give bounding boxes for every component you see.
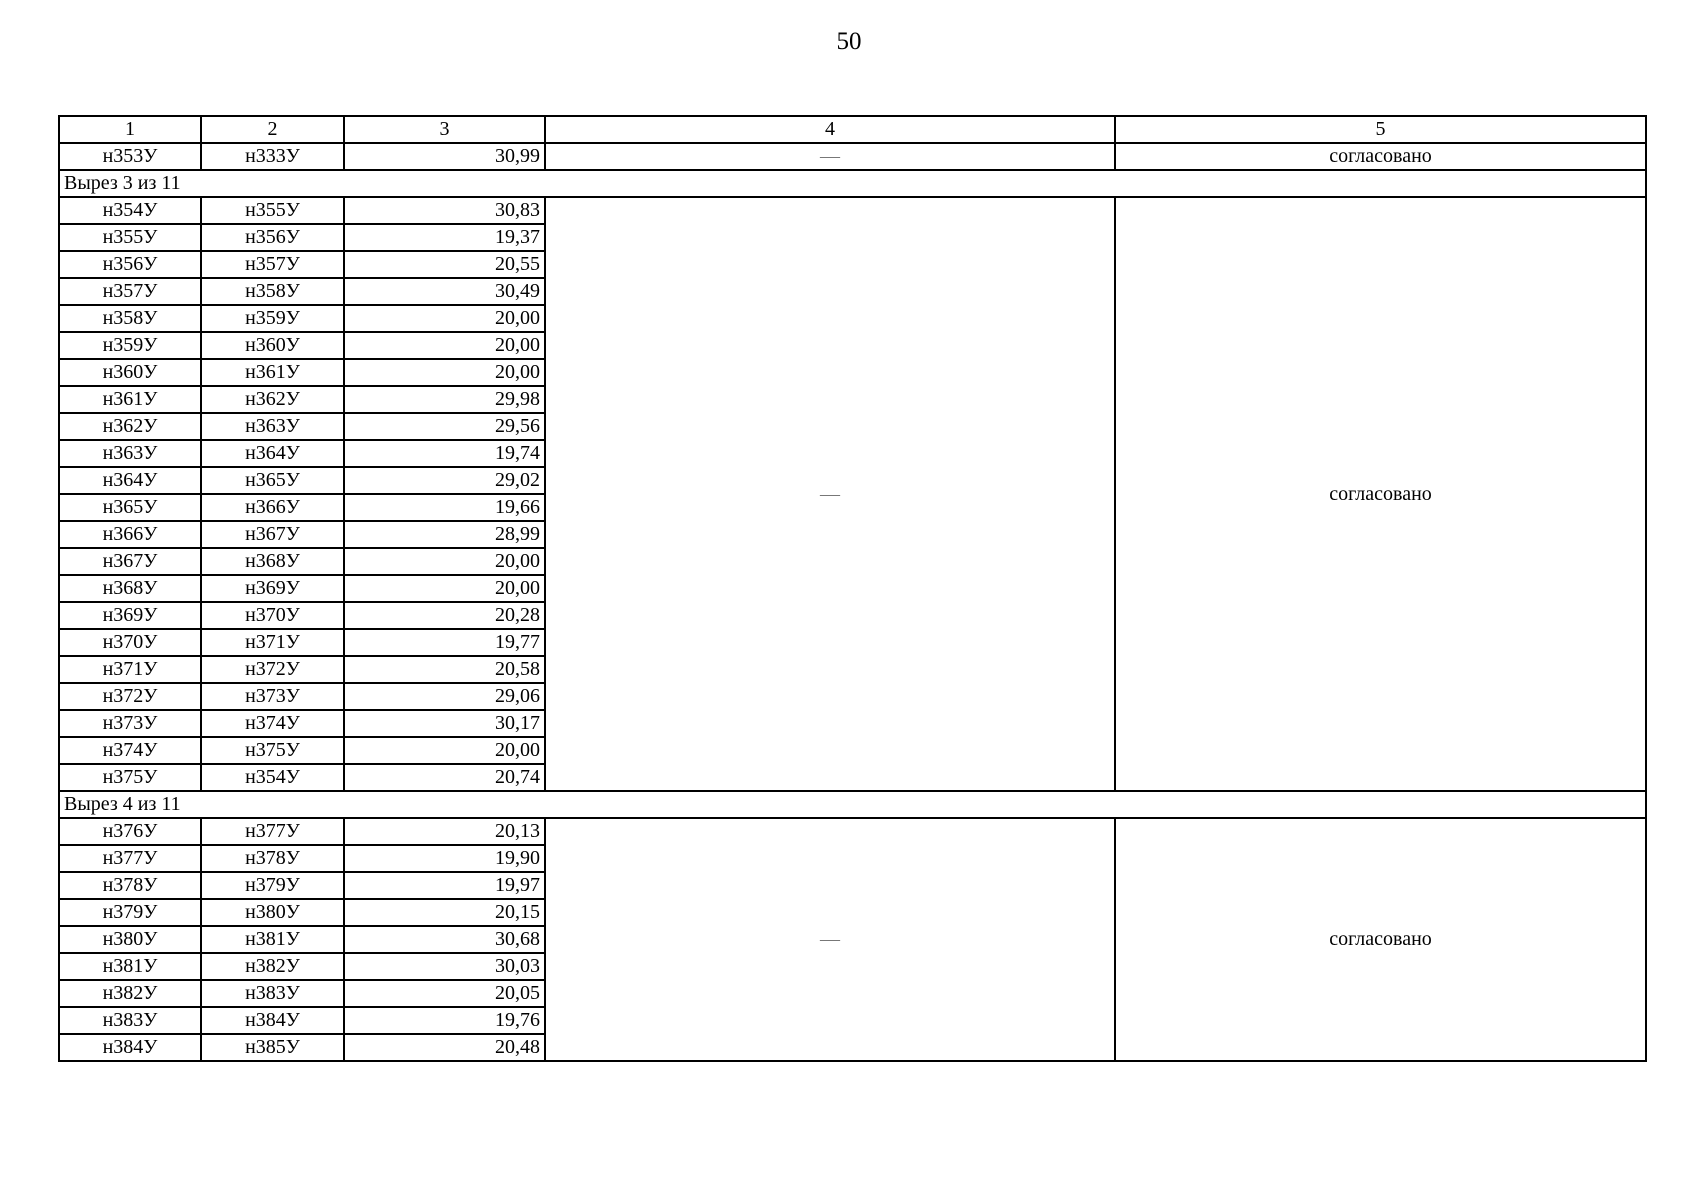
header-row [59, 116, 1646, 143]
start-point-cell: н360У [59, 359, 201, 386]
approval-status: согласовано [1115, 143, 1646, 170]
distance-cell: 20,74 [344, 764, 545, 791]
start-point-cell: н370У [59, 629, 201, 656]
start-point-cell: н368У [59, 575, 201, 602]
end-point-cell: н355У [201, 197, 344, 224]
end-point-cell: н374У [201, 710, 344, 737]
distance-cell: 19,37 [344, 224, 545, 251]
start-point-cell: н378У [59, 872, 201, 899]
end-point-cell: н384У [201, 1007, 344, 1034]
end-point-cell: н368У [201, 548, 344, 575]
table-row [59, 818, 1646, 845]
start-point-cell: н382У [59, 980, 201, 1007]
column-header-3: 3 [344, 116, 545, 143]
distance-cell: 30,49 [344, 278, 545, 305]
start-point-cell: н379У [59, 899, 201, 926]
start-point-cell: н373У [59, 710, 201, 737]
boundary-points-table [58, 115, 1647, 1062]
column-header-2: 2 [201, 116, 344, 143]
distance-cell: 19,77 [344, 629, 545, 656]
end-point-cell: н362У [201, 386, 344, 413]
distance-cell: 29,98 [344, 386, 545, 413]
section-title: Вырез 3 из 11 [59, 170, 1646, 197]
distance-cell: 20,13 [344, 818, 545, 845]
end-point-cell: н358У [201, 278, 344, 305]
start-point-cell: н361У [59, 386, 201, 413]
distance-cell: 19,74 [344, 440, 545, 467]
distance-cell: 20,00 [344, 548, 545, 575]
end-point-cell: н333У [201, 143, 344, 170]
table-row [59, 197, 1646, 224]
start-point-cell: н359У [59, 332, 201, 359]
end-point-cell: н357У [201, 251, 344, 278]
distance-cell: 20,00 [344, 575, 545, 602]
distance-cell: 20,58 [344, 656, 545, 683]
section-row [59, 170, 1646, 197]
distance-cell: 28,99 [344, 521, 545, 548]
distance-cell: 30,99 [344, 143, 545, 170]
distance-cell: 30,83 [344, 197, 545, 224]
end-point-cell: н365У [201, 467, 344, 494]
approval-status: согласовано [1115, 818, 1646, 1061]
end-point-cell: н378У [201, 845, 344, 872]
start-point-cell: н363У [59, 440, 201, 467]
distance-cell: 20,15 [344, 899, 545, 926]
distance-cell: 29,56 [344, 413, 545, 440]
end-point-cell: н359У [201, 305, 344, 332]
distance-cell: 29,06 [344, 683, 545, 710]
end-point-cell: н363У [201, 413, 344, 440]
column-4-value: — [545, 143, 1115, 170]
start-point-cell: н357У [59, 278, 201, 305]
end-point-cell: н381У [201, 926, 344, 953]
distance-cell: 20,00 [344, 305, 545, 332]
end-point-cell: н366У [201, 494, 344, 521]
start-point-cell: н365У [59, 494, 201, 521]
table-row [59, 143, 1646, 170]
distance-cell: 30,17 [344, 710, 545, 737]
end-point-cell: н367У [201, 521, 344, 548]
start-point-cell: н375У [59, 764, 201, 791]
end-point-cell: н360У [201, 332, 344, 359]
end-point-cell: н361У [201, 359, 344, 386]
column-header-1: 1 [59, 116, 201, 143]
end-point-cell: н380У [201, 899, 344, 926]
distance-cell: 19,66 [344, 494, 545, 521]
table-body [59, 143, 1646, 1061]
distance-cell: 20,05 [344, 980, 545, 1007]
distance-cell: 29,02 [344, 467, 545, 494]
distance-cell: 19,97 [344, 872, 545, 899]
start-point-cell: н372У [59, 683, 201, 710]
end-point-cell: н375У [201, 737, 344, 764]
distance-cell: 20,00 [344, 737, 545, 764]
end-point-cell: н369У [201, 575, 344, 602]
column-header-4: 4 [545, 116, 1115, 143]
start-point-cell: н366У [59, 521, 201, 548]
page-number: 50 [836, 28, 862, 55]
start-point-cell: н356У [59, 251, 201, 278]
column-4-value: — [545, 818, 1115, 1061]
start-point-cell: н384У [59, 1034, 201, 1061]
start-point-cell: н380У [59, 926, 201, 953]
start-point-cell: н376У [59, 818, 201, 845]
start-point-cell: н371У [59, 656, 201, 683]
end-point-cell: н370У [201, 602, 344, 629]
end-point-cell: н385У [201, 1034, 344, 1061]
distance-cell: 20,48 [344, 1034, 545, 1061]
start-point-cell: н364У [59, 467, 201, 494]
end-point-cell: н364У [201, 440, 344, 467]
end-point-cell: н356У [201, 224, 344, 251]
distance-cell: 30,68 [344, 926, 545, 953]
distance-cell: 19,76 [344, 1007, 545, 1034]
start-point-cell: н374У [59, 737, 201, 764]
start-point-cell: н353У [59, 143, 201, 170]
end-point-cell: н372У [201, 656, 344, 683]
start-point-cell: н362У [59, 413, 201, 440]
end-point-cell: н354У [201, 764, 344, 791]
end-point-cell: н377У [201, 818, 344, 845]
distance-cell: 20,28 [344, 602, 545, 629]
distance-cell: 20,00 [344, 359, 545, 386]
column-header-5: 5 [1115, 116, 1646, 143]
approval-status: согласовано [1115, 197, 1646, 791]
section-row [59, 791, 1646, 818]
column-4-value: — [545, 197, 1115, 791]
end-point-cell: н371У [201, 629, 344, 656]
end-point-cell: н383У [201, 980, 344, 1007]
start-point-cell: н383У [59, 1007, 201, 1034]
distance-cell: 30,03 [344, 953, 545, 980]
start-point-cell: н377У [59, 845, 201, 872]
start-point-cell: н367У [59, 548, 201, 575]
distance-cell: 20,00 [344, 332, 545, 359]
end-point-cell: н379У [201, 872, 344, 899]
end-point-cell: н373У [201, 683, 344, 710]
start-point-cell: н358У [59, 305, 201, 332]
section-title: Вырез 4 из 11 [59, 791, 1646, 818]
distance-cell: 19,90 [344, 845, 545, 872]
start-point-cell: н369У [59, 602, 201, 629]
distance-cell: 20,55 [344, 251, 545, 278]
start-point-cell: н381У [59, 953, 201, 980]
start-point-cell: н354У [59, 197, 201, 224]
end-point-cell: н382У [201, 953, 344, 980]
start-point-cell: н355У [59, 224, 201, 251]
